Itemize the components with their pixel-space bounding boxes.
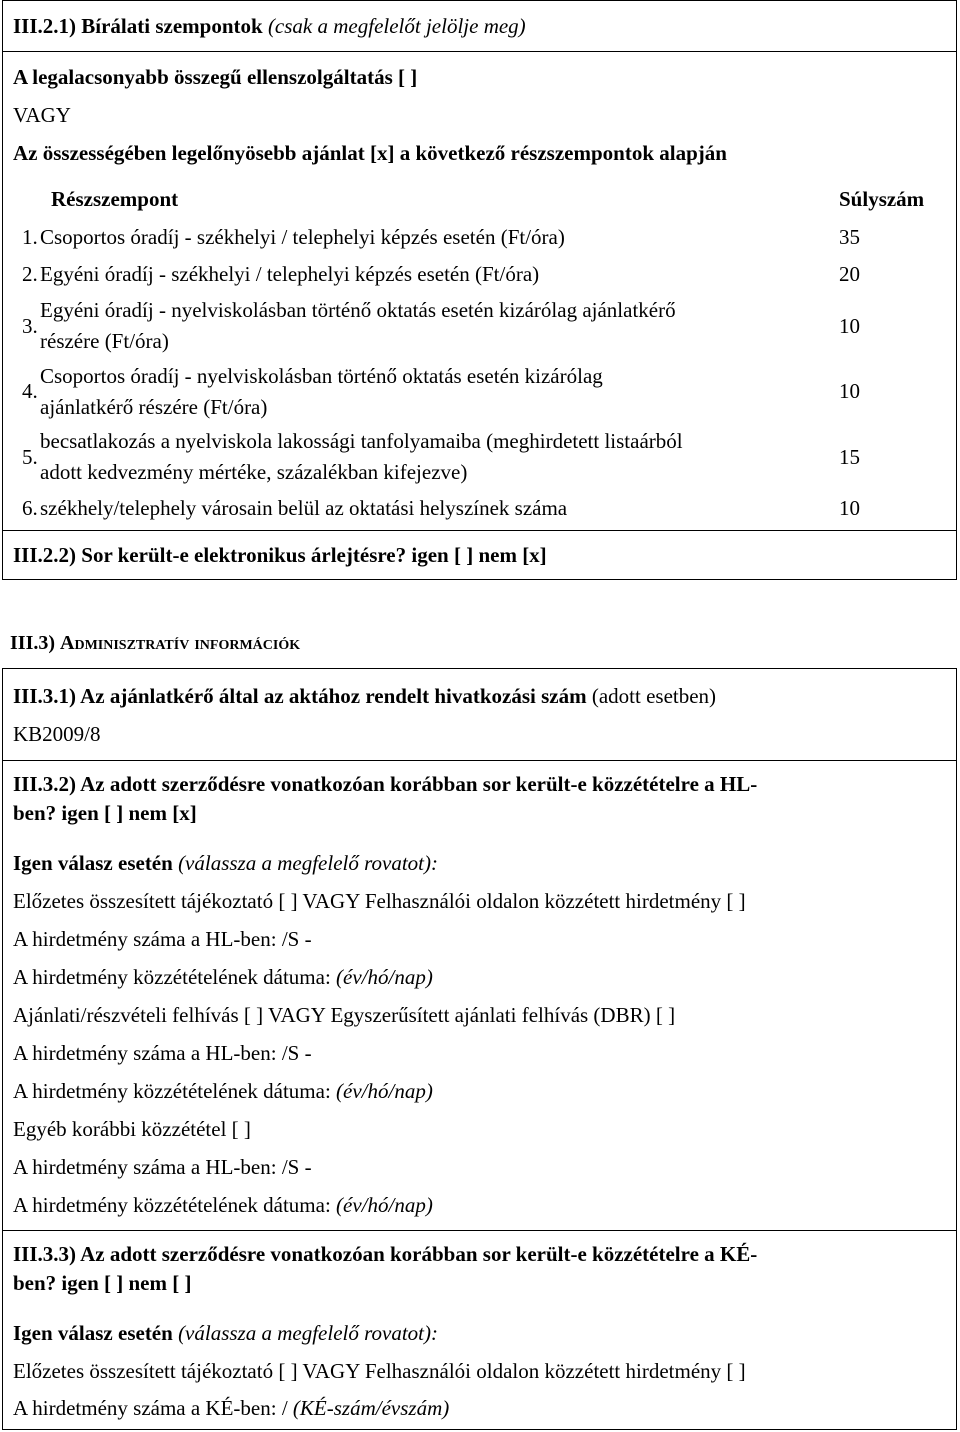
criterion-text-line1: becsatlakozás a nyelviskola lakossági tanfolyamaiba (meghirdetett listaárból	[40, 429, 683, 453]
criterion-weight: 10	[839, 314, 860, 338]
section-heading-text: Adminisztratív információk	[60, 632, 301, 654]
date-format-hint: (év/hó/nap)	[336, 1079, 433, 1103]
previous-publication-ojeu-box	[2, 760, 957, 1231]
if-yes-instruction	[13, 1320, 438, 1346]
date-format-hint: (év/hó/nap)	[336, 1193, 433, 1217]
contract-notice-line: Ajánlati/részvételi felhívás [ ] VAGY Egyszerűsített ajánlati felhívás (DBR) [ ]	[13, 1003, 676, 1027]
col-header-weight: Súlyszám	[839, 187, 925, 211]
date-format-hint: (év/hó/nap)	[336, 965, 433, 989]
criterion-number: 3.	[22, 314, 38, 338]
section-title-3-2-line1: III.3.2) Az adott szerződésre vonatkozóan korábban sor került-e közzétételre a HL-	[13, 772, 758, 796]
section-title-note: (csak a megfelelőt jelölje meg)	[267, 14, 526, 38]
publication-date-label: A hirdetmény közzétételének dátuma:	[13, 965, 337, 989]
criterion-text: székhely/telephely városain belül az oktatási helyszínek száma	[40, 496, 568, 520]
if-yes-label: Igen válasz esetén	[13, 1321, 173, 1345]
previous-publication-ke-box	[2, 1230, 957, 1430]
if-yes-note: (válassza a megfelelő rovatot):	[178, 1321, 438, 1345]
publication-date-label: A hirdetmény közzétételének dátuma:	[13, 1193, 337, 1217]
if-yes-label: Igen válasz esetén	[13, 851, 173, 875]
notice-number-line: A hirdetmény száma a HL-ben: /S -	[13, 1155, 312, 1179]
criterion-number: 4.	[22, 379, 38, 403]
criterion-weight: 35	[839, 225, 860, 249]
section-title-2-2: III.2.2) Sor került-e elektronikus árlejtésre? igen [ ] nem [x]	[13, 543, 547, 567]
criterion-text-line1: Csoportos óradíj - nyelviskolásban történő oktatás esetén kizárólag	[40, 364, 603, 388]
criterion-text: Csoportos óradíj - székhelyi / telephelyi képzés esetén (Ft/óra)	[40, 225, 565, 249]
notice-number-line: A hirdetmény száma a HL-ben: /S -	[13, 1041, 312, 1065]
section-number: III.3)	[10, 632, 61, 654]
criterion-weight: 10	[839, 496, 860, 520]
criterion-number: 2.	[22, 262, 38, 286]
publication-date-line	[13, 1192, 433, 1218]
other-publication-line: Egyéb korábbi közzététel [ ]	[13, 1117, 251, 1141]
section-title-text: III.2.1) Bírálati szempontok	[13, 14, 263, 38]
section-title-text: III.3.1) Az ajánlatkérő által az aktához rendelt hivatkozási szám	[13, 684, 587, 708]
divider	[3, 530, 956, 531]
criterion-text-line2: ajánlatkérő részére (Ft/óra)	[40, 395, 268, 419]
section-title-2-1	[13, 13, 526, 39]
col-header-criterion: Részszempont	[51, 187, 179, 211]
reference-number-box	[2, 668, 957, 761]
criterion-weight: 20	[839, 262, 860, 286]
publication-date-line	[13, 1078, 433, 1104]
ke-notice-number-line	[13, 1395, 449, 1421]
criterion-text-line2: részére (Ft/óra)	[40, 329, 169, 353]
award-criteria-box	[2, 0, 957, 580]
criterion-number: 1.	[22, 225, 38, 249]
best-value-option: Az összességében legelőnyösebb ajánlat [x] a következő részszempontok alapján	[13, 141, 727, 165]
criterion-text-line1: Egyéni óradíj - nyelviskolásban történő oktatás esetén kizárólag ajánlatkérő	[40, 298, 676, 322]
section-title-3-3-line2: ben? igen [ ] nem [ ]	[13, 1271, 192, 1295]
reference-number-value: KB2009/8	[13, 722, 101, 746]
section-heading-3	[10, 631, 300, 656]
criterion-number: 6.	[22, 496, 38, 520]
criterion-number: 5.	[22, 445, 38, 469]
if-yes-instruction	[13, 850, 438, 876]
section-title-note: (adott esetben)	[591, 684, 717, 708]
criterion-weight: 10	[839, 379, 860, 403]
criterion-text: Egyéni óradíj - székhelyi / telephelyi képzés esetén (Ft/óra)	[40, 262, 540, 286]
lowest-price-option: A legalacsonyabb összegű ellenszolgáltatás [ ]	[13, 65, 418, 89]
publication-date-label: A hirdetmény közzétételének dátuma:	[13, 1079, 337, 1103]
ke-number-format-hint: (KÉ-szám/évszám)	[292, 1396, 450, 1420]
if-yes-note: (válassza a megfelelő rovatot):	[178, 851, 438, 875]
publication-date-line	[13, 964, 433, 990]
criterion-weight: 15	[839, 445, 860, 469]
section-title-3-3-line1: III.3.3) Az adott szerződésre vonatkozóan korábban sor került-e közzétételre a KÉ-	[13, 1242, 758, 1266]
pin-or-buyer-profile-line: Előzetes összesített tájékoztató [ ] VAGY Felhasználói oldalon közzétett hirdetmény [ ]	[13, 889, 746, 913]
ke-notice-number-label: A hirdetmény száma a KÉ-ben: /	[13, 1396, 293, 1420]
section-title-3-1	[13, 683, 716, 709]
criterion-text-line2: adott kedvezmény mértéke, százalékban kifejezve)	[40, 460, 468, 484]
or-label: VAGY	[13, 103, 71, 127]
notice-number-line: A hirdetmény száma a HL-ben: /S -	[13, 927, 312, 951]
pin-or-buyer-profile-line: Előzetes összesített tájékoztató [ ] VAGY Felhasználói oldalon közzétett hirdetmény [ ]	[13, 1359, 746, 1383]
divider	[3, 51, 956, 52]
section-title-3-2-line2: ben? igen [ ] nem [x]	[13, 801, 197, 825]
